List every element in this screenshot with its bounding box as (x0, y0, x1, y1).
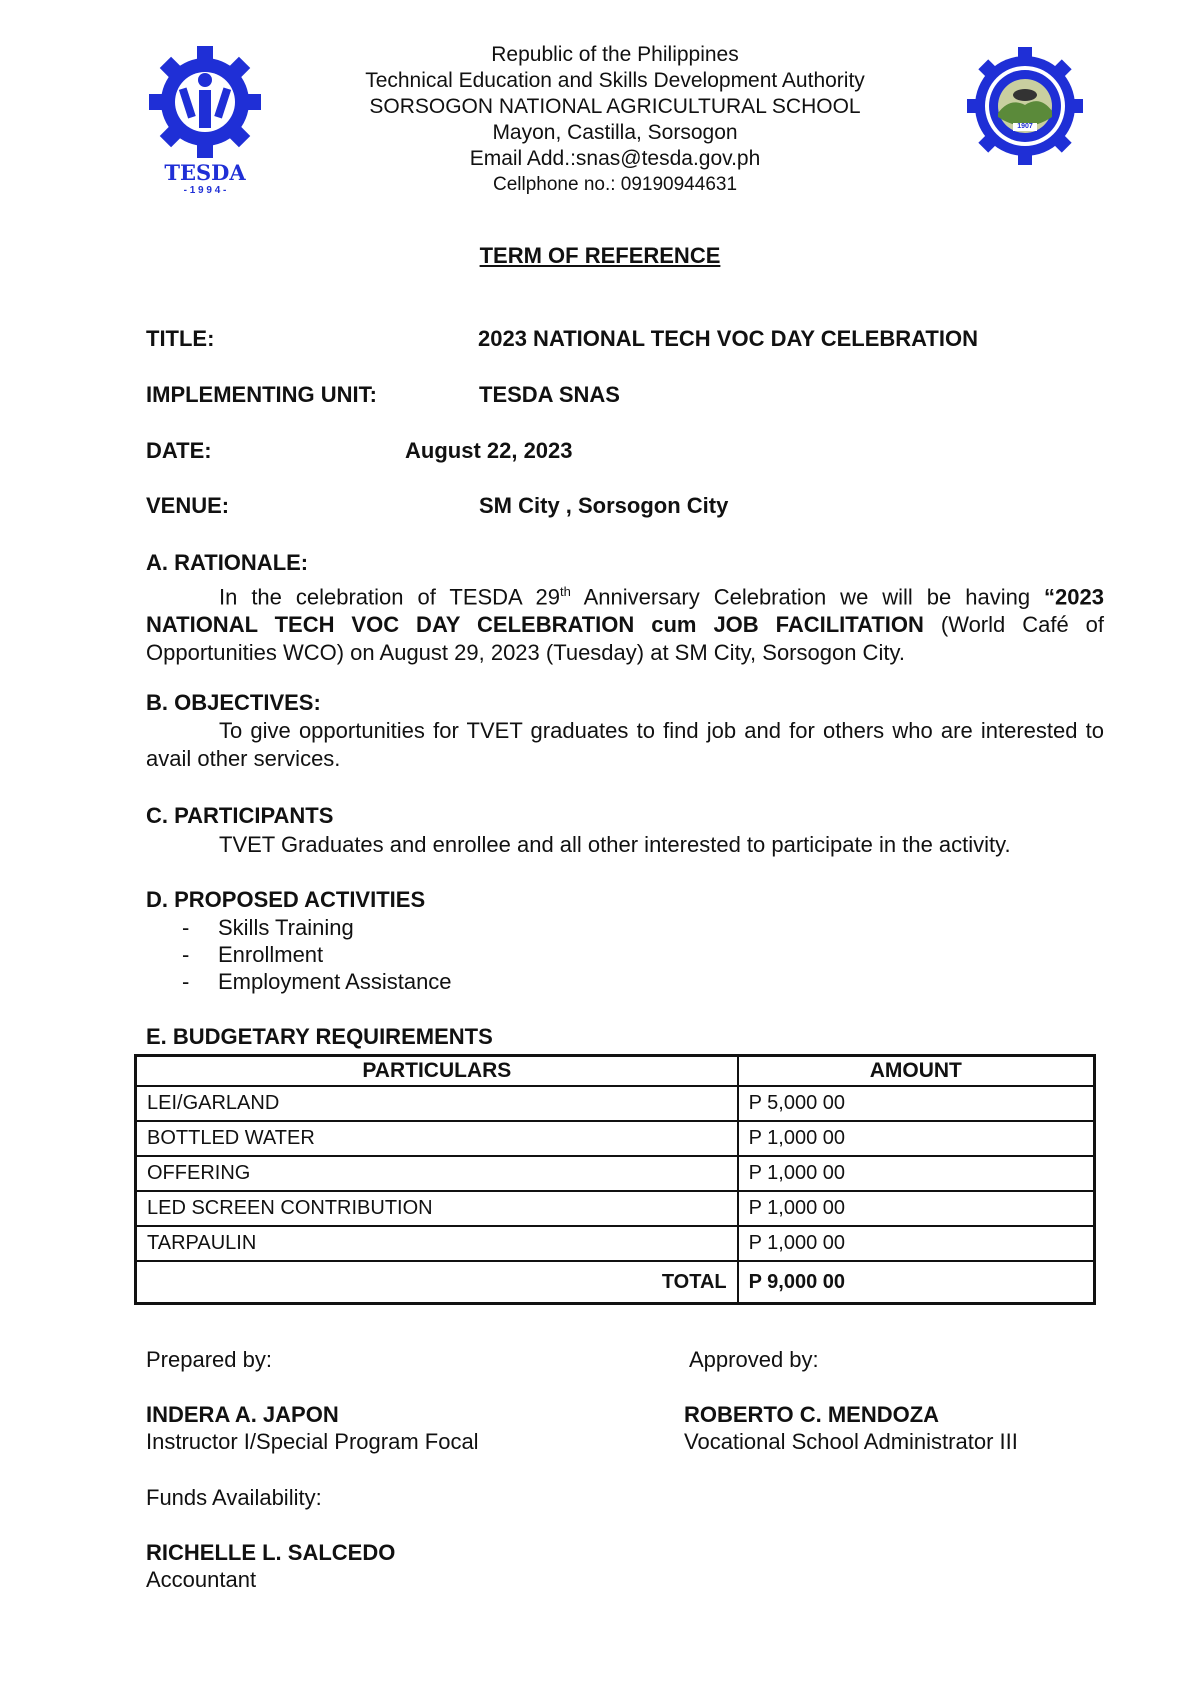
letterhead-school: SORSOGON NATIONAL AGRICULTURAL SCHOOL (369, 95, 861, 118)
date-value: August 22, 2023 (405, 438, 573, 463)
school-seal-icon (965, 45, 1085, 167)
table-row (136, 1121, 1095, 1156)
letterhead-address: Mayon, Castilla, Sorsogon (492, 121, 738, 144)
prepared-by-label: Prepared by: (146, 1347, 272, 1372)
rationale-heading: A. RATIONALE: (146, 550, 309, 575)
particular-cell: OFFERING (136, 1156, 738, 1191)
school-seal-year: 1907 (1017, 123, 1033, 130)
activities-heading: D. PROPOSED ACTIVITIES (146, 887, 426, 912)
prepared-by-name: INDERA A. JAPON (146, 1402, 339, 1427)
approved-by-name: ROBERTO C. MENDOZA (684, 1402, 940, 1427)
budget-table (134, 1054, 1096, 1305)
participants-paragraph: TVET Graduates and enrollee and all other interested to participate in the activity. (219, 832, 1011, 857)
table-header-row (136, 1056, 1095, 1087)
funds-name: RICHELLE L. SALCEDO (146, 1540, 396, 1565)
total-label: TOTAL (136, 1261, 738, 1304)
table-total-row (136, 1261, 1095, 1304)
title-value: 2023 NATIONAL TECH VOC DAY CELEBRATION (478, 326, 978, 351)
rationale-text-c: (World Café of Opportunities WCO) on August 29, 2023 (Tuesday) at SM City, Sorsogon City. (146, 612, 1104, 666)
amount-cell: P 1,000 00 (738, 1121, 1095, 1156)
venue-label: VENUE: (146, 493, 230, 518)
list-item (182, 942, 323, 968)
table-row (136, 1191, 1095, 1226)
venue-value: SM City , Sorsogon City (479, 493, 729, 518)
list-dash: - (182, 942, 190, 967)
list-item (182, 969, 452, 995)
list-dash: - (182, 969, 190, 994)
approved-by-label: Approved by: (689, 1347, 819, 1372)
activity-item: Employment Assistance (218, 969, 452, 994)
letterhead-country: Republic of the Philippines (491, 43, 739, 66)
funds-title: Accountant (146, 1567, 257, 1592)
particular-cell: LEI/GARLAND (136, 1086, 738, 1121)
table-row (136, 1086, 1095, 1121)
amount-cell: P 1,000 00 (738, 1156, 1095, 1191)
letterhead-email: Email Add.:snas@tesda.gov.ph (469, 147, 761, 170)
implementing-unit-label: IMPLEMENTING UNIT: (146, 382, 377, 407)
particular-cell: TARPAULIN (136, 1226, 738, 1261)
particular-cell: LED SCREEN CONTRIBUTION (136, 1191, 738, 1226)
budget-heading: E. BUDGETARY REQUIREMENTS (146, 1024, 493, 1049)
objectives-heading: B. OBJECTIVES: (146, 690, 321, 715)
rationale-event-name: “2023 NATIONAL TECH VOC DAY CELEBRATION cum JOB FACILITATION (146, 584, 1104, 638)
objectives-paragraph: To give opportunities for TVET graduates to find job and for others who are interested to avail other services. (146, 718, 1104, 771)
total-amount: P 9,000 00 (738, 1261, 1095, 1304)
rationale-text-a: In the celebration of TESDA 29 (219, 584, 560, 610)
tesda-logo (145, 42, 265, 202)
title-label: TITLE: (146, 326, 215, 351)
prepared-by-title: Instructor I/Special Program Focal (146, 1429, 479, 1454)
letterhead-phone: Cellphone no.: 09190944631 (492, 174, 738, 195)
particular-cell: BOTTLED WATER (136, 1121, 738, 1156)
approved-by-title: Vocational School Administrator III (684, 1429, 1018, 1454)
letterhead-agency: Technical Education and Skills Development Authority (365, 69, 865, 92)
amount-cell: P 1,000 00 (738, 1226, 1095, 1261)
list-item (182, 915, 354, 941)
document-title: TERM OF REFERENCE (479, 243, 721, 268)
rationale-superscript: th (559, 584, 571, 599)
activity-item: Skills Training (218, 915, 354, 940)
tesda-logo-year: - 1 9 9 4 - (183, 185, 227, 196)
amount-cell: P 1,000 00 (738, 1191, 1095, 1226)
date-label: DATE: (146, 438, 212, 463)
table-row (136, 1156, 1095, 1191)
implementing-unit-value: TESDA SNAS (479, 382, 620, 407)
rationale-paragraph (146, 578, 1104, 667)
amount-cell: P 5,000 00 (738, 1086, 1095, 1121)
column-header-amount: AMOUNT (738, 1056, 1095, 1087)
school-seal-logo (965, 45, 1085, 167)
rationale-text-b: Anniversary Celebration we will be having (570, 584, 1045, 610)
funds-availability-label: Funds Availability: (146, 1485, 322, 1510)
activity-item: Enrollment (218, 942, 324, 967)
list-dash: - (182, 915, 190, 940)
table-row (136, 1226, 1095, 1261)
tesda-logo-text: TESDA (164, 160, 246, 185)
participants-heading: C. PARTICIPANTS (146, 803, 334, 828)
letterhead (300, 42, 930, 198)
column-header-particulars: PARTICULARS (136, 1056, 738, 1087)
